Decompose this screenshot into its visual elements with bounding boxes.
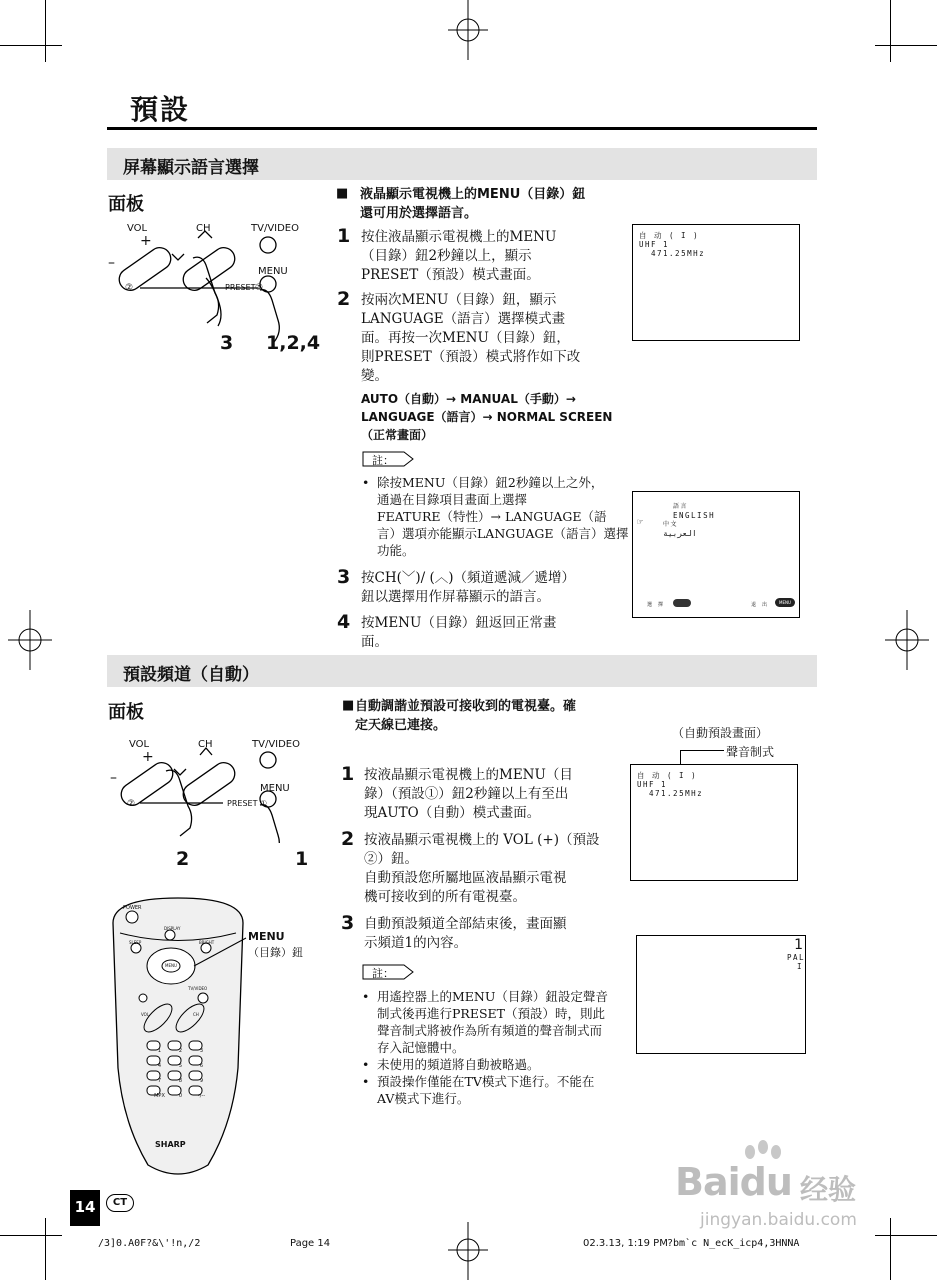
step-number: 3 [337,566,351,588]
menu-pill-icon: MENU [775,598,795,607]
note-bullets: • • • [362,989,370,1089]
crop-mark [0,45,62,46]
remote-brand: SHARP [155,1140,186,1149]
note-label: 註： [372,967,394,980]
registration-mark-right [877,610,937,670]
crop-mark [45,0,46,62]
section-band-language [107,148,817,180]
plus-label: + [142,749,154,765]
preset-label: PRESET [225,283,256,292]
language-screen: 語言 ENGLISH 中文 ☞ العربية 選 擇 退 出 MENU [632,491,800,618]
remote-callout: MENU [248,930,285,943]
note-text: 除按MENU（目錄）鈕2秒鐘以上之外， 通過在目錄項目畫面上選擇 FEATURE（特性）→ LANGUAGE（語 言）選項亦能顯示LANGUAGE（語言）選擇 功能。 [377,475,629,558]
callout-right: 1 [295,848,309,870]
remote-bright-label: BRIGHT [199,940,215,945]
registration-mark-top [440,0,500,60]
section-band-auto-preset [107,655,817,687]
step-text: 按CH(﹀)/ (︿)（頻道遞減／遞增） 鈕以選擇用作屏幕顯示的語言。 [361,570,576,605]
intro-bullet: ■ [336,186,349,201]
tv-video-label: TV/VIDEO [251,223,299,234]
remote-callout: （目錄）鈕 [248,946,303,959]
panel-label: 面板 [108,194,144,215]
remote-sleep-label: SLEEP [129,940,142,945]
crop-mark [0,1235,62,1236]
auto-preset-screen: 自 动 ( I ) UHF 1 471.25MHz [630,764,798,881]
crop-mark [890,1218,891,1280]
title-rule [107,127,817,130]
remote-ch-label: CH [193,1012,199,1017]
registration-mark-bottom [440,1222,500,1280]
remote-vol-label: VOL [141,1012,150,1017]
circ2-label: ② [127,799,136,809]
hand-pointer-icon: ☞ [637,517,645,528]
registration-mark-left [0,610,60,670]
watermark-cn: 经验 [800,1173,857,1206]
circ1-label: ① [255,283,264,293]
menu-label: MENU [258,266,288,277]
callout-left: 2 [176,848,190,870]
crop-mark [890,0,891,62]
note-bullet: • [362,475,370,490]
mode-sequence: AUTO（自動）→ MANUAL（手動）→ LANGUAGE（語言）→ NORMAL SCREEN （正常畫面） [361,392,613,442]
step-text: 按MENU（目錄）鈕返回正常畫 面。 [361,615,557,650]
step-number: 3 [341,912,355,934]
minus-label: – [108,255,115,271]
footer-right: ?bm`c N_ecK_icp4,3HNNA [667,1238,800,1249]
tv-video-label: TV/VIDEO [252,739,300,750]
step-number: 4 [337,611,351,633]
section-title: 預設頻道（自動） [123,665,259,685]
region-badge: CT [106,1194,134,1212]
ch-label: CH [198,739,213,750]
footer-left: /3]0.A0F?&\'!n,/2 [98,1238,201,1249]
step-text: 按液晶顯示電視機上的 VOL (+)（預設 ②）鈕。 自動預設您所屬地區液晶顯示電視 機可接收到的所有電視臺。 [364,832,600,905]
step-text: 按兩次MENU（目錄）鈕，顯示 LANGUAGE（語言）選擇模式畫 面。再按一次MENU（目錄）鈕， 則PRESET（預設）模式將作如下改 變。 [361,292,581,384]
paw-icon [738,1140,788,1180]
intro-text: 液晶顯示電視機上的MENU（目錄）鈕 還可用於選擇語言。 [360,187,586,221]
crop-mark [45,1218,46,1280]
preset-screen: 自 动 ( I ) UHF 1 471.25MHz [632,224,800,341]
intro-text: 自動調諧並預設可接收到的電視臺。確 定天線已連接。 [355,699,577,733]
preset-label: PRESET ① [227,799,268,808]
step-number: 1 [341,763,355,785]
step-number: 2 [341,828,355,850]
note-text: 用遙控器上的MENU（目錄）鈕設定聲音 制式後再進行PRESET（預設）時，則此 聲音制式將被作為所有頻道的聲音制式而 存入記憶體中。 未使用的頻道將自動被略過。 預設操作僅能在TV模式下進行。不能在 AV模式下進行。 [377,989,608,1106]
select-pill-icon [673,599,691,607]
screen-caption: （自動預設畫面） [672,726,769,740]
remote-tv-video-label: TV/VIDEO [188,986,208,991]
minus-label: – [110,770,117,786]
step-number: 1 [337,225,351,247]
page-number: 14 [70,1190,100,1226]
vol-label: VOL [127,223,148,234]
remote-display-label: DISPLAY [164,926,181,931]
footer-page: Page 14 [290,1238,331,1249]
step-number: 2 [337,288,351,310]
channel-screen: 1 PAL I [636,935,806,1054]
watermark-brand: Baidu [675,1160,792,1204]
panel-label: 面板 [108,702,144,723]
circ2-label: ② [125,283,134,293]
sound-system-label: 聲音制式 [726,745,775,759]
intro-bullet: ■ [342,698,355,713]
crop-mark [875,1235,937,1236]
remote-power-label: POWER [123,905,142,911]
ch-label: CH [196,223,211,234]
watermark-url: jingyan.baidu.com [700,1210,857,1230]
remote-menu-label: MENU [165,963,177,968]
step-text: 自動預設頻道全部結束後，畫面顯 示頻道1的內容。 [364,916,567,951]
note-label: 註： [372,454,394,467]
page-title: 預設 [130,93,191,126]
remote-keypad-labels: 1 2 3 4 5 6 7 8 9 MPX 0 -/-- [154,1048,206,1099]
crop-mark [875,45,937,46]
section-title: 屏幕顯示語言選擇 [123,158,259,178]
menu-label: MENU [260,783,290,794]
plus-label: + [140,233,152,249]
step-text: 按住液晶顯示電視機上的MENU （目錄）鈕2秒鐘以上，顯示 PRESET（預設）模式畫面。 [361,229,557,283]
footer-datetime: 02.3.13, 1:19 PM [583,1238,668,1249]
vol-label: VOL [129,739,150,750]
leader-line [680,750,724,751]
callout-left: 3 [220,332,234,354]
step-text: 按液晶顯示電視機上的MENU（目 錄）（預設①）鈕2秒鐘以上有至出 現AUTO（自動）模式畫面。 [364,767,573,821]
callout-right: 1,2,4 [266,332,321,354]
